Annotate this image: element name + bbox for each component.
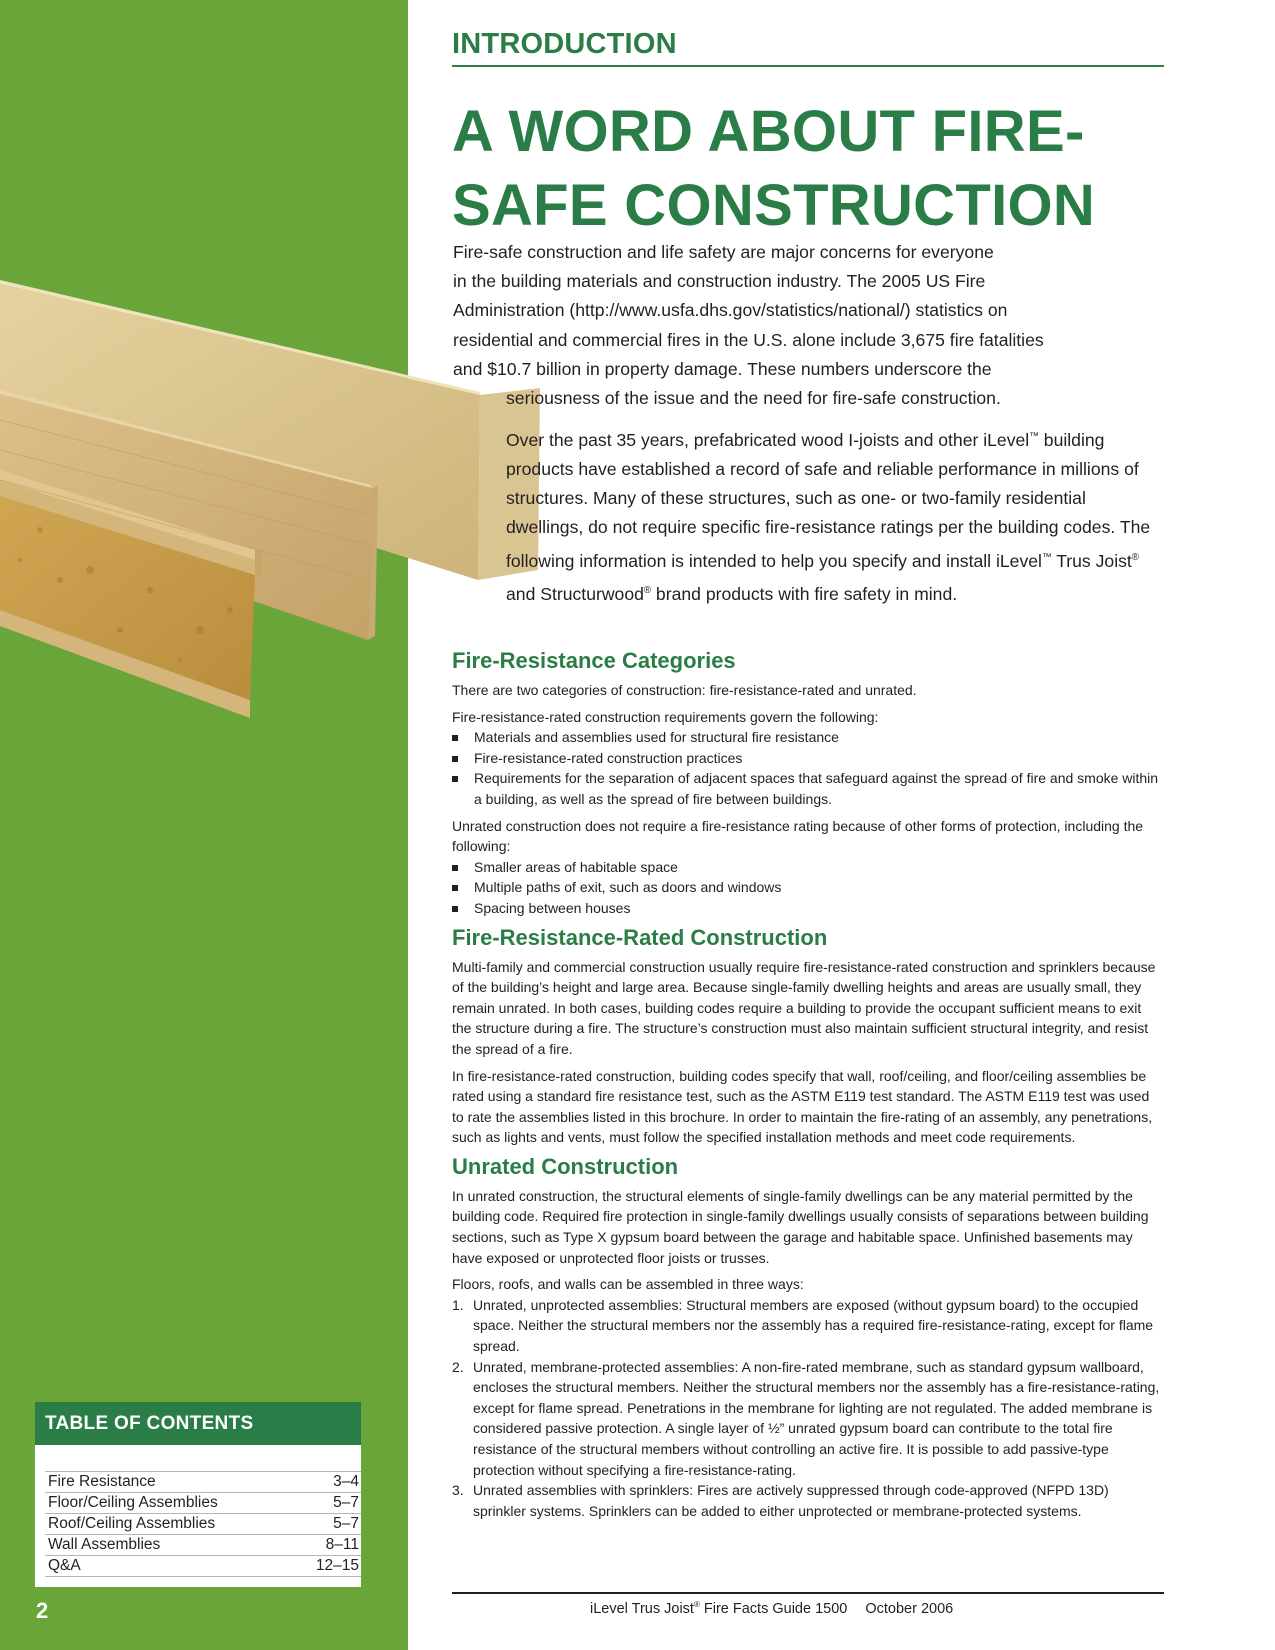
list-item: Materials and assemblies used for structural fire resistance <box>452 727 1164 748</box>
intro-line: and $10.7 billion in property damage. These numbers underscore the <box>453 358 992 379</box>
toc-item-label: Roof/Ceiling Assemblies <box>48 1515 216 1532</box>
intro-paragraph-1 <box>453 238 1153 413</box>
intro-text: and Structurwood <box>506 583 644 604</box>
page-number: 2 <box>36 1598 49 1623</box>
intro-line: residential and commercial fires in the U.S. alone include 3,675 fire fatalities <box>453 329 1044 350</box>
list-item <box>452 1295 1164 1357</box>
table-of-contents <box>35 1402 361 1587</box>
numbered-list <box>452 1295 1164 1522</box>
toc-item-label: Q&A <box>48 1557 81 1574</box>
intro-text: Trus Joist <box>1051 550 1132 571</box>
list-item: Spacing between houses <box>452 898 1164 919</box>
intro-line: seriousness of the issue and the need for fire-safe construction. <box>506 388 1001 409</box>
toc-item[interactable] <box>45 1493 361 1514</box>
toc-item[interactable] <box>45 1556 361 1577</box>
paragraph: In fire-resistance-rated construction, building codes specify that wall, roof/ceiling, and floor/ceiling assemblies be rated using a standard fire resistance test, such as the ASTM E119 test standard. The ASTM E119 test was used to rate the assemblies listed in this brochure. In order to maintain the fire-rating of an assembly, any penetrations, such as lights and vents, must follow the specified installation methods and meet code requirements. <box>452 1067 1153 1146</box>
list-item <box>452 1480 1164 1521</box>
paragraph: Multi-family and commercial construction usually require fire-resistance-rated construction and sprinklers because of the building’s height and large area. Because single-family dwelling heights and areas are usually small, they remain unrated. In both cases, building codes require a building to provide the occupant sufficient means to exit the structure during a fire. The structure’s construction must also maintain sufficient structural integrity, and resist the spread of a fire. <box>452 958 1156 1057</box>
footer-guide-title: Fire Facts Guide 1500 <box>699 1600 848 1617</box>
paragraph: In unrated construction, the structural elements of single-family dwellings can be any material permitted by the building code. Required fire protection in single-family dwellings usually consists of separations between building sections, such as Type X gypsum board between the garage and habitable space. Unfinished basements may have exposed or unprotected floor joists or trusses. <box>452 1187 1149 1266</box>
paragraph: There are two categories of construction: fire-resistance-rated and unrated. <box>452 682 917 698</box>
toc-item-pages: 5–7 <box>333 1515 359 1532</box>
footer-divider <box>452 1592 1164 1594</box>
list-text: Unrated assemblies with sprinklers: Fires are actively suppressed through code-approved (NFPD 13D) sprinkler systems. Sprinklers can be added to either unprotected or membrane-protected systems. <box>473 1482 1109 1519</box>
bullet-list <box>452 857 1164 919</box>
intro-line: in the building materials and construction industry. The 2005 US Fire <box>453 271 986 292</box>
list-item: Fire-resistance-rated construction practices <box>452 748 1164 769</box>
toc-item-pages: 12–15 <box>315 1557 359 1574</box>
bullet-list <box>452 727 1164 809</box>
toc-body <box>35 1445 361 1587</box>
section-heading-rated: Fire-Resistance-Rated Construction <box>452 924 828 950</box>
section-label: INTRODUCTION <box>452 28 1164 67</box>
toc-item[interactable] <box>45 1514 361 1535</box>
list-number: 3. <box>452 1482 464 1499</box>
intro-text: brand products with fire safety in mind. <box>651 583 958 604</box>
toc-item[interactable] <box>45 1472 361 1493</box>
paragraph: Fire-resistance-rated construction requirements govern the following: <box>452 708 879 725</box>
main-body <box>452 648 1164 1521</box>
footer <box>590 1600 953 1617</box>
toc-item-pages: 8–11 <box>325 1536 359 1553</box>
list-text: Unrated, unprotected assemblies: Structural members are exposed (without gypsum board) to the occupied space. Neither the structural members nor the assembly has a required fire-resistance-rating, except for flame spread. <box>473 1296 1154 1355</box>
intro-line: Administration (http://www.usfa.dhs.gov/statistics/national/) statistics on <box>453 300 1008 321</box>
page-title: A WORD ABOUT FIRE-SAFE CONSTRUCTION <box>452 99 1096 238</box>
list-number: 2. <box>452 1358 464 1375</box>
trademark-symbol: ™ <box>1041 551 1052 563</box>
intro-line: Fire-safe construction and life safety are major concerns for everyone <box>453 242 994 262</box>
list-item: Smaller areas of habitable space <box>452 857 1164 878</box>
toc-item[interactable] <box>45 1535 361 1556</box>
section-heading-categories: Fire-Resistance Categories <box>452 648 736 673</box>
toc-item-label: Fire Resistance <box>48 1473 156 1490</box>
list-item <box>452 1357 1164 1481</box>
paragraph: Unrated construction does not require a fire-resistance rating because of other forms of protection, including the following: <box>452 817 1144 855</box>
registered-symbol: ® <box>643 584 652 596</box>
footer-guide-name: iLevel Trus Joist <box>590 1600 694 1617</box>
list-number: 1. <box>452 1296 464 1313</box>
list-item: Multiple paths of exit, such as doors and windows <box>452 877 1164 898</box>
registered-symbol: ® <box>1131 551 1139 563</box>
list-text: Unrated, membrane-protected assemblies: A non-fire-rated membrane, such as standard gypsum wallboard, encloses the structural members. Neither the structural members nor the assembly has a fire-resistance-rating, except for flame spread. Penetrations in the membrane for lighting are not regulated. The added membrane is considered passive protection. A single layer of ½” unrated gypsum board can contribute to the total fire resistance of the structural members without controlling an active fire. It is possible to add passive-type protection without specifying a fire-resistance-rating. <box>473 1358 1160 1478</box>
toc-item-pages: 3–4 <box>333 1473 359 1490</box>
intro-text: Over the past 35 years, prefabricated wood I-joists and other iLevel <box>506 429 1030 450</box>
intro-paragraph-2 <box>506 422 1156 609</box>
toc-title: TABLE OF CONTENTS <box>35 1402 361 1445</box>
intro-text: building products have established a record of safe and reliable performance in millions of structures. Many of these structures, such as one- or two-family residential dwellings, do not require specific fire-resistance ratings per the building codes. The following information is intended to help you specify and install iLevel <box>506 429 1151 571</box>
toc-list <box>45 1471 361 1577</box>
toc-item-label: Wall Assemblies <box>48 1536 161 1553</box>
section-heading-unrated: Unrated Construction <box>452 1153 679 1179</box>
registered-symbol: ® <box>693 1600 700 1609</box>
trademark-symbol: ™ <box>1029 431 1039 442</box>
list-item: Requirements for the separation of adjacent spaces that safeguard against the spread of fire and smoke within a building, as well as the spread of fire between buildings. <box>452 768 1164 809</box>
footer-date: October 2006 <box>865 1600 954 1617</box>
paragraph: Floors, roofs, and walls can be assembled in three ways: <box>452 1276 804 1293</box>
toc-item-pages: 5–7 <box>333 1494 359 1511</box>
toc-item-label: Floor/Ceiling Assemblies <box>48 1494 218 1511</box>
